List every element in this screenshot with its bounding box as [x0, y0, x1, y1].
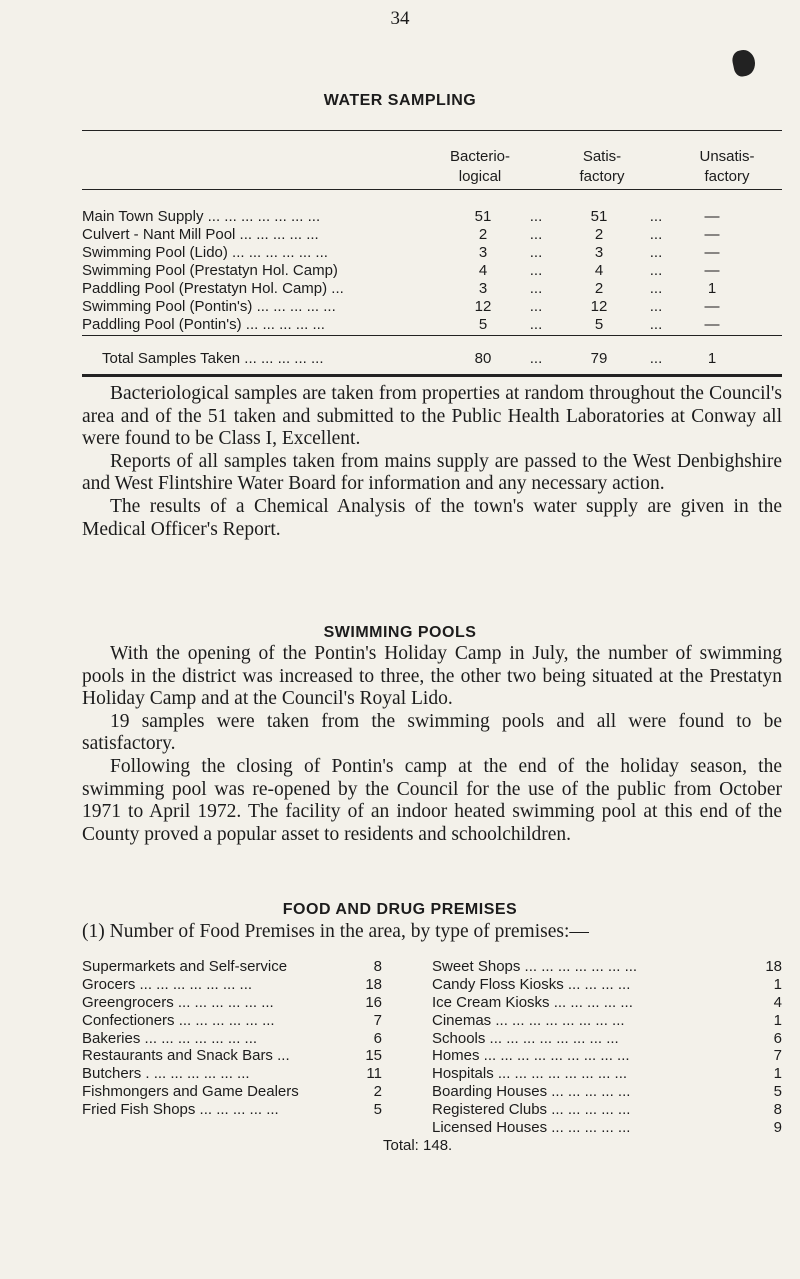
list-item — [432, 1083, 782, 1101]
cell-satisfactory: 12 — [590, 298, 608, 315]
paragraph: Bacteriological samples are taken from properties at random throughout the Council's area and of the 51 taken and submitted to the Public Health Laboratories at Conway all were found to be Class I, Excellent. — [82, 383, 782, 450]
list-item — [82, 1101, 382, 1119]
col-header-bacteriological — [430, 147, 530, 187]
row-label: Swimming Pool (Pontin's) ... ... ... ... ... — [82, 298, 336, 315]
cell-bacteriological: 5 — [478, 316, 488, 333]
item-count: 11 — [366, 1065, 382, 1083]
item-label: Fishmongers and Game Dealers — [82, 1083, 299, 1101]
table-row — [82, 262, 782, 280]
total-satisfactory: 79 — [590, 350, 608, 367]
item-label: Candy Floss Kiosks ... ... ... ... — [432, 975, 631, 993]
water-sampling-text — [82, 383, 782, 541]
item-label: Registered Clubs ... ... ... ... ... — [432, 1101, 631, 1119]
total-value: 148. — [423, 1137, 453, 1154]
rows-bottom-rule — [82, 335, 782, 336]
cell-unsatisfactory: — — [704, 298, 720, 315]
col-header-line: Unsatis- — [699, 148, 755, 165]
leader-dots: ... — [529, 244, 543, 261]
cell-unsatisfactory: — — [704, 226, 720, 243]
item-label: Hospitals ... ... ... ... ... ... ... ... — [432, 1065, 628, 1083]
row-label: Paddling Pool (Pontin's) ... ... ... ... ... — [82, 316, 325, 333]
cell-satisfactory: 5 — [594, 316, 604, 333]
list-item — [82, 1065, 382, 1083]
total-bacteriological: 80 — [474, 350, 492, 367]
item-label: Cinemas ... ... ... ... ... ... ... ... — [432, 1011, 625, 1029]
leader-dots: ... — [649, 262, 663, 279]
item-label: Sweet Shops ... ... ... ... ... ... ... — [432, 958, 638, 975]
table-row — [82, 280, 782, 298]
header-bottom-rule — [82, 189, 782, 190]
item-count: 7 — [773, 1047, 782, 1065]
item-count: 15 — [365, 1047, 382, 1065]
row-label: Swimming Pool (Lido) ... ... ... ... ... ... — [82, 244, 328, 261]
total-label: Total: — [383, 1137, 419, 1154]
leader-dots: ... — [529, 298, 543, 315]
cell-unsatisfactory: — — [704, 208, 720, 225]
leader-dots: ... — [649, 350, 663, 367]
item-count: 18 — [365, 975, 382, 993]
item-label: Greengrocers ... ... ... ... ... ... — [82, 993, 274, 1011]
table-row — [82, 298, 782, 316]
item-label: Schools ... ... ... ... ... ... ... ... — [432, 1029, 619, 1047]
list-item — [432, 1119, 782, 1137]
list-item — [432, 1047, 782, 1065]
leader-dots: ... — [649, 208, 663, 225]
row-label: Main Town Supply ... ... ... ... ... ... ... — [82, 208, 321, 225]
food-premises-heading: FOOD AND DRUG PREMISES — [282, 901, 518, 918]
table-bottom-rule — [82, 374, 782, 377]
item-label: Supermarkets and Self-service — [82, 958, 288, 975]
item-count: 1 — [773, 1011, 782, 1029]
item-label: Bakeries ... ... ... ... ... ... ... — [82, 1029, 258, 1047]
ink-blot — [731, 48, 758, 78]
item-count: 6 — [373, 1029, 382, 1047]
cell-bacteriological: 2 — [478, 226, 488, 243]
list-item — [82, 1083, 382, 1101]
swimming-pools-heading: SWIMMING POOLS — [323, 624, 477, 641]
cell-unsatisfactory: 1 — [707, 280, 717, 297]
cell-satisfactory: 3 — [594, 244, 604, 261]
item-count: 18 — [765, 958, 782, 975]
leader-dots: ... — [649, 280, 663, 297]
paragraph: With the opening of the Pontin's Holiday Camp in July, the number of swimming pools in the district was increased to three, the other two being situated at the Prestatyn Holiday Camp and at the Council's Royal Lido. — [82, 643, 782, 710]
list-item — [82, 994, 382, 1012]
item-count: 1 — [773, 1065, 782, 1083]
list-item — [432, 994, 782, 1012]
item-label: Boarding Houses ... ... ... ... ... — [432, 1083, 631, 1101]
item-count: 16 — [365, 993, 382, 1011]
item-count: 9 — [773, 1119, 782, 1137]
item-count: 8 — [773, 1101, 782, 1119]
food-premises-intro — [82, 921, 782, 944]
row-label: Paddling Pool (Prestatyn Hol. Camp) ... — [82, 280, 344, 297]
list-item — [432, 1101, 782, 1119]
leader-dots: ... — [529, 280, 543, 297]
cell-unsatisfactory: — — [704, 316, 720, 333]
item-count: 6 — [773, 1029, 782, 1047]
item-count: 1 — [773, 975, 782, 993]
table-row — [82, 226, 782, 244]
list-item — [82, 976, 382, 994]
leader-dots: ... — [649, 244, 663, 261]
col-header-unsatisfactory — [674, 147, 780, 187]
list-item — [82, 1030, 382, 1048]
item-label: Fried Fish Shops ... ... ... ... ... — [82, 1101, 279, 1119]
table-total-row — [82, 350, 782, 368]
cell-bacteriological: 4 — [478, 262, 488, 279]
table-row — [82, 208, 782, 226]
item-count: 5 — [373, 1101, 382, 1119]
premises-list-right — [432, 958, 782, 1137]
item-label: Restaurants and Snack Bars ... — [82, 1047, 290, 1065]
cell-bacteriological: 3 — [478, 280, 488, 297]
cell-satisfactory: 4 — [594, 262, 604, 279]
item-count: 8 — [373, 958, 382, 975]
item-count: 2 — [373, 1083, 382, 1101]
list-item — [432, 976, 782, 994]
water-sampling-heading: WATER SAMPLING — [323, 92, 477, 109]
total-label: Total Samples Taken ... ... ... ... ... — [102, 350, 324, 367]
paragraph: Reports of all samples taken from mains supply are passed to the West Denbighshire and West Flintshire Water Board for information and any necessary action. — [82, 450, 782, 495]
col-header-line: logical — [458, 168, 502, 185]
paragraph: Following the closing of Pontin's camp at the end of the holiday season, the swimming pool was re-opened by the Council for the use of the public from October 1971 to April 1972. The facility of an indoor heated swimming pool at this end of the County proved a popular asset to residents and schoolchildren. — [82, 755, 782, 845]
table-row — [82, 244, 782, 262]
item-label: Homes ... ... ... ... ... ... ... ... ... — [432, 1047, 630, 1065]
col-header-satisfactory — [552, 147, 652, 187]
cell-bacteriological: 3 — [478, 244, 488, 261]
leader-dots: ... — [529, 262, 543, 279]
premises-list-left — [82, 958, 382, 1119]
table-top-rule — [82, 130, 782, 131]
item-label: Confectioners ... ... ... ... ... ... — [82, 1011, 275, 1029]
item-count: 4 — [773, 993, 782, 1011]
col-header-line: Satis- — [582, 148, 622, 165]
leader-dots: ... — [529, 350, 543, 367]
list-item — [432, 1065, 782, 1083]
list-item — [82, 958, 382, 976]
leader-dots: ... — [649, 298, 663, 315]
paragraph: 19 samples were taken from the swimming pools and all were found to be satisfactory. — [82, 710, 782, 755]
col-header-line: factory — [704, 168, 750, 185]
swimming-pools-text — [82, 643, 782, 846]
list-item — [82, 1047, 382, 1065]
col-header-line: Bacterio- — [449, 148, 511, 165]
cell-unsatisfactory: — — [704, 262, 720, 279]
paragraph: The results of a Chemical Analysis of the town's water supply are given in the Medical Officer's Report. — [82, 495, 782, 540]
page-number: 34 — [390, 8, 410, 29]
premises-total — [383, 1137, 452, 1154]
row-label: Swimming Pool (Prestatyn Hol. Camp) — [82, 262, 338, 279]
leader-dots: ... — [649, 316, 663, 333]
cell-satisfactory: 51 — [590, 208, 608, 225]
cell-bacteriological: 51 — [474, 208, 492, 225]
col-header-line: factory — [579, 168, 625, 185]
intro-line: (1) Number of Food Premises in the area, by type of premises:— — [82, 921, 589, 942]
cell-unsatisfactory: — — [704, 244, 720, 261]
item-label: Licensed Houses ... ... ... ... ... — [432, 1119, 631, 1137]
leader-dots: ... — [529, 208, 543, 225]
item-label: Butchers . ... ... ... ... ... ... — [82, 1065, 250, 1083]
item-label: Ice Cream Kiosks ... ... ... ... ... — [432, 993, 633, 1011]
cell-satisfactory: 2 — [594, 226, 604, 243]
table-row — [82, 316, 782, 334]
list-item — [432, 958, 782, 976]
cell-satisfactory: 2 — [594, 280, 604, 297]
row-label: Culvert - Nant Mill Pool ... ... ... ... ... — [82, 226, 319, 243]
item-label: Grocers ... ... ... ... ... ... ... — [82, 975, 253, 993]
leader-dots: ... — [529, 226, 543, 243]
item-count: 5 — [773, 1083, 782, 1101]
list-item — [432, 1030, 782, 1048]
item-count: 7 — [373, 1011, 382, 1029]
list-item — [432, 1012, 782, 1030]
leader-dots: ... — [529, 316, 543, 333]
cell-bacteriological: 12 — [474, 298, 492, 315]
leader-dots: ... — [649, 226, 663, 243]
total-unsatisfactory: 1 — [707, 350, 717, 367]
list-item — [82, 1012, 382, 1030]
